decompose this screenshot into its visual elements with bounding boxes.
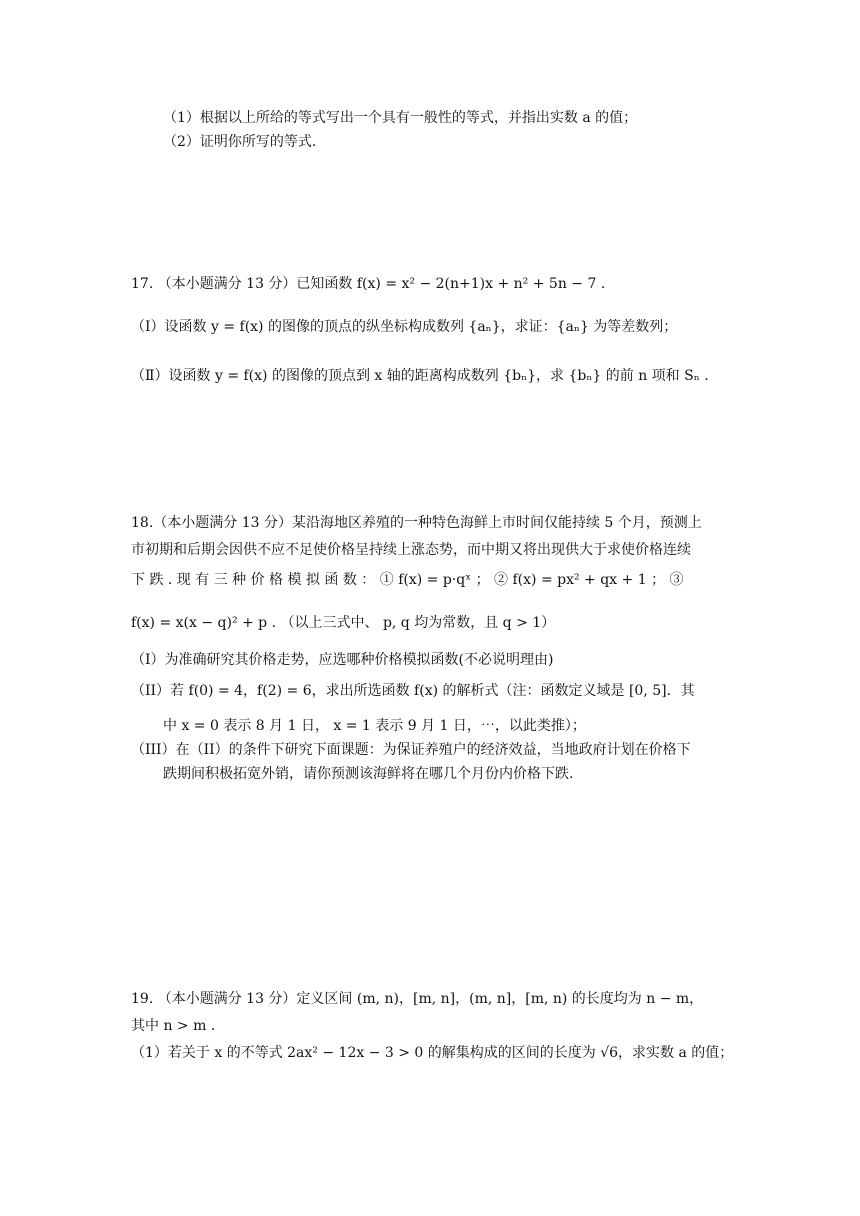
question-18-line-4: f(x) = x(x − q)² + p . （以上三式中、 p, q 均为常数，且 q > 1） (131, 615, 556, 631)
question-17-stem: 17. （本小题满分 13 分）已知函数 f(x) = x² − 2(n+1)x + n² + 5n − 7 . (131, 276, 606, 292)
question-18-part-3-line-1: （III）在（II）的条件下研究下面课题：为保证养殖户的经济效益，当地政府计划在价格下 (131, 742, 691, 758)
question-18-part-2-line-2: 中 x = 0 表示 8 月 1 日， x = 1 表示 9 月 1 日，⋯，以此类推）； (163, 718, 586, 734)
question-18-line-3: 下 跌 . 现 有 三 种 价 格 模 拟 函 数 ： ① f(x) = p·qˣ ； ② f(x) = px² + qx + 1 ； ③ (131, 572, 684, 588)
question-19-part-1: （1）若关于 x 的不等式 2ax² − 12x − 3 > 0 的解集构成的区间的长度为 √6，求实数 a 的值； (131, 1045, 734, 1061)
question-18-part-1: （I）为准确研究其价格走势，应选哪种价格模拟函数(不必说明理由) (131, 652, 554, 668)
question-17-part-1: （Ⅰ）设函数 y = f(x) 的图像的顶点的纵坐标构成数列 {aₙ}，求证：{aₙ} 为等差数列； (131, 319, 678, 335)
question-18-part-3-line-2: 跌期间积极拓宽外销，请你预测该海鲜将在哪几个月份内价格下跌. (163, 766, 574, 782)
question-16-part-2: （2）证明你所写的等式. (163, 134, 317, 150)
question-18-line-2: 市初期和后期会因供不应不足使价格呈持续上涨态势，而中期又将出现供大于求使价格连续 (131, 542, 691, 558)
question-19-line-1: 19. （本小题满分 13 分）定义区间 (m, n)，[m, n]，(m, n]，[m, n) 的长度均为 n − m， (131, 991, 704, 1007)
question-17-part-2: （Ⅱ）设函数 y = f(x) 的图像的顶点到 x 轴的距离构成数列 {bₙ}，求 {bₙ} 的前 n 项和 Sₙ . (131, 368, 709, 384)
question-18-line-1: 18.（本小题满分 13 分）某沿海地区养殖的一种特色海鲜上市时间仅能持续 5 个月，预测上 (131, 515, 702, 531)
question-19-line-2: 其中 n > m . (131, 1018, 216, 1034)
question-18-part-2-line-1: （II）若 f(0) = 4，f(2) = 6，求出所选函数 f(x) 的解析式（注：函数定义域是 [0, 5]．其 (131, 683, 695, 699)
question-16-part-1: （1）根据以上所给的等式写出一个具有一般性的等式，并指出实数 a 的值； (163, 110, 638, 126)
